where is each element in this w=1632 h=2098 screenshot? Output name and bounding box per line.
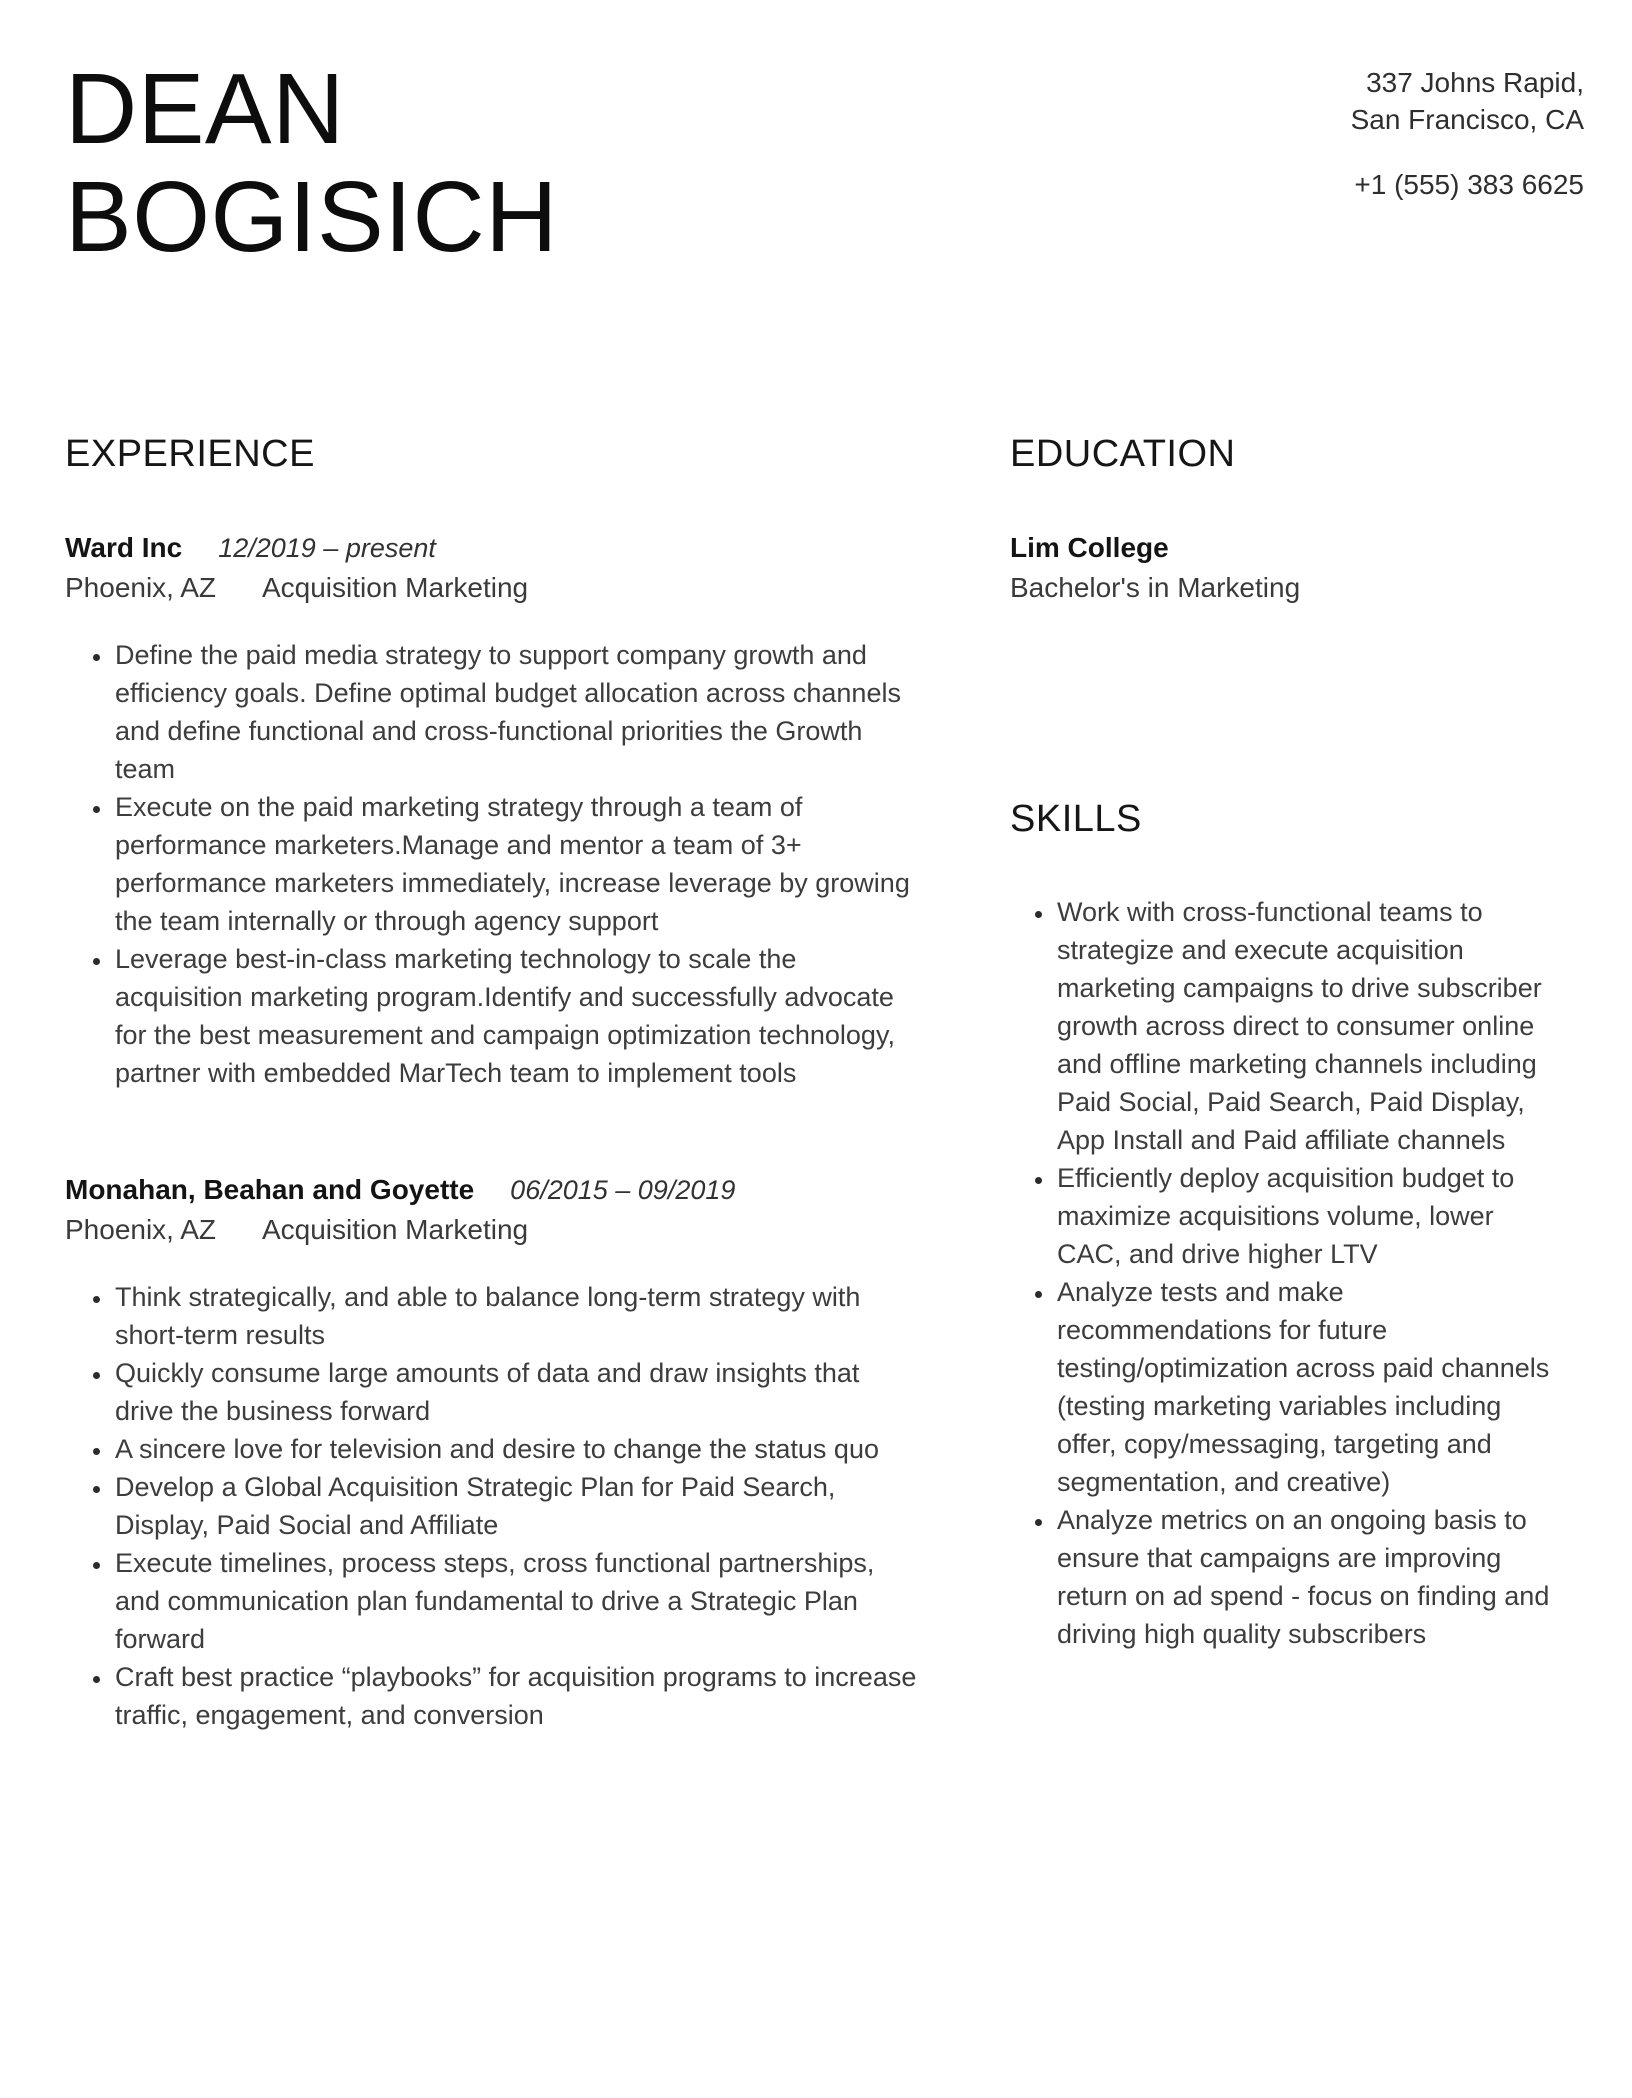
contact-phone: +1 (555) 383 6625 <box>1354 168 1584 200</box>
list-item: • Execute timelines, process steps, cross functional partnerships, and communication plan fundamental to drive a Strategic Plan forward <box>113 1544 925 1658</box>
job-role: Acquisition Marketing <box>261 1214 529 1245</box>
job-role: Acquisition Marketing <box>261 572 529 603</box>
skills-bullet-list <box>1010 893 1555 1653</box>
job-subhead <box>65 568 950 608</box>
education-degree: Bachelor's in Marketing <box>1010 572 1301 603</box>
job-location: Phoenix, AZ <box>65 1214 216 1245</box>
resume-name <box>65 55 558 271</box>
contact-address-line1: 337 Johns Rapid, <box>1366 67 1584 98</box>
job-bullet-list <box>65 636 925 1092</box>
list-item: • Develop a Global Acquisition Strategic Plan for Paid Search, Display, Paid Social and Affiliate <box>113 1468 925 1544</box>
list-item: • Leverage best-in-class marketing technology to scale the acquisition marketing program.Identify and successfully advocate for the best measurement and campaign optimization technology, partner with embedded MarTech team to implement tools <box>113 940 925 1092</box>
skills-heading: SKILLS <box>1010 798 1142 840</box>
contact-block <box>1351 55 1584 204</box>
list-item: • Quickly consume large amounts of data and draw insights that drive the business forward <box>113 1354 925 1430</box>
job-dates: 12/2019 – present <box>218 533 436 563</box>
resume-body <box>65 433 1584 1734</box>
resume-header <box>65 55 1584 271</box>
job-monahan-beahan-goyette <box>65 1170 950 1734</box>
list-item: • Analyze tests and make recommendations for future testing/optimization across paid channels (testing marketing variables including offer, copy/messaging, targeting and segmentation, and creative) <box>1055 1273 1555 1501</box>
list-item: • Define the paid media strategy to support company growth and efficiency goals. Define optimal budget allocation across channels and define functional and cross-functional priorities the Growth team <box>113 636 925 788</box>
list-item: • Craft best practice “playbooks” for acquisition programs to increase traffic, engagement, and conversion <box>113 1658 925 1734</box>
list-item: • Think strategically, and able to balance long-term strategy with short-term results <box>113 1278 925 1354</box>
job-subhead <box>65 1210 950 1250</box>
skills-section <box>1010 798 1584 1653</box>
job-head <box>65 528 950 568</box>
job-bullet-list <box>65 1278 925 1734</box>
experience-column <box>65 433 950 1734</box>
job-location: Phoenix, AZ <box>65 572 216 603</box>
job-head <box>65 1170 950 1210</box>
list-item: • Work with cross-functional teams to strategize and execute acquisition marketing campaigns to drive subscriber growth across direct to consumer online and offline marketing channels including Paid Social, Paid Search, Paid Display, App Install and Paid affiliate channels <box>1055 893 1555 1159</box>
education-section <box>1010 433 1584 608</box>
job-company: Ward Inc <box>65 532 183 563</box>
job-ward-inc <box>65 528 950 1092</box>
education-school: Lim College <box>1010 532 1169 563</box>
right-column <box>1010 433 1584 1653</box>
job-company: Monahan, Beahan and Goyette <box>65 1174 475 1205</box>
contact-address-line2: San Francisco, CA <box>1350 103 1584 135</box>
list-item: • Analyze metrics on an ongoing basis to ensure that campaigns are improving return on ad spend - focus on finding and driving high quality subscribers <box>1055 1501 1555 1653</box>
resume-first-name: DEAN <box>65 53 345 165</box>
list-item: • Execute on the paid marketing strategy through a team of performance marketers.Manage and mentor a team of 3+ performance marketers immediately, increase leverage by growing the team internally or through agency support <box>113 788 925 940</box>
list-item: • Efficiently deploy acquisition budget to maximize acquisitions volume, lower CAC, and drive higher LTV <box>1055 1159 1555 1273</box>
experience-heading: EXPERIENCE <box>65 433 315 475</box>
education-heading: EDUCATION <box>1010 433 1236 475</box>
list-item: • A sincere love for television and desire to change the status quo <box>113 1430 925 1468</box>
resume-last-name: BOGISICH <box>65 161 558 273</box>
job-dates: 06/2015 – 09/2019 <box>510 1175 736 1205</box>
